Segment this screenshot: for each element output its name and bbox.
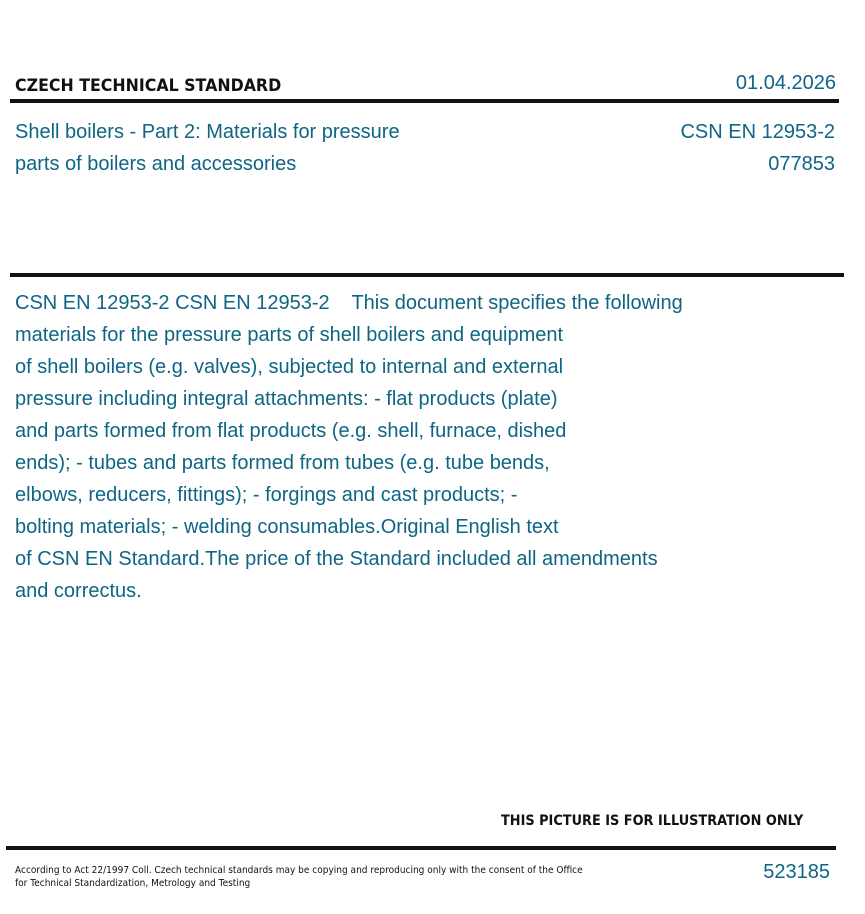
abstract-line: of shell boilers (e.g. valves), subjected to internal and external bbox=[15, 356, 564, 378]
section-divider bbox=[10, 273, 844, 277]
abstract-line: pressure including integral attachments: - flat products (plate) bbox=[15, 388, 558, 410]
abstract-line: materials for the pressure parts of shell boilers and equipment bbox=[15, 324, 564, 346]
abstract-line: and correctus. bbox=[15, 580, 142, 602]
abstract-line: bolting materials; - welding consumables.Original English text bbox=[15, 516, 559, 538]
footer-code: 523185 bbox=[763, 861, 830, 883]
abstract-text bbox=[15, 287, 775, 607]
document-type-label: CZECH TECHNICAL STANDARD bbox=[15, 76, 282, 96]
abstract-line: CSN EN 12953-2 CSN EN 12953-2 This document specifies the following bbox=[15, 292, 683, 314]
abstract-line: ends); - tubes and parts formed from tubes (e.g. tube bends, bbox=[15, 452, 550, 474]
abstract-line: of CSN EN Standard.The price of the Standard included all amendments bbox=[15, 548, 658, 570]
abstract-line: elbows, reducers, fittings); - forgings and cast products; - bbox=[15, 484, 518, 506]
standard-title bbox=[15, 116, 475, 180]
legal-notice-line: for Technical Standardization, Metrology and Testing bbox=[15, 878, 251, 889]
standard-catalog-code: 077853 bbox=[768, 153, 835, 175]
document-date: 01.04.2026 bbox=[735, 72, 836, 94]
standard-identifiers bbox=[680, 116, 835, 180]
legal-notice-line: According to Act 22/1997 Coll. Czech technical standards may be copying and reproducing only with the consent of the Office bbox=[15, 865, 583, 876]
legal-notice bbox=[15, 864, 583, 890]
footer-divider bbox=[6, 846, 836, 850]
abstract-line: and parts formed from flat products (e.g. shell, furnace, dished bbox=[15, 420, 567, 442]
standard-number: CSN EN 12953-2 bbox=[680, 121, 835, 143]
illustration-disclaimer: THIS PICTURE IS FOR ILLUSTRATION ONLY bbox=[501, 813, 804, 829]
standard-title-line: parts of boilers and accessories bbox=[15, 153, 297, 175]
standard-title-line: Shell boilers - Part 2: Materials for pressure bbox=[15, 121, 400, 143]
header-divider bbox=[10, 99, 839, 103]
